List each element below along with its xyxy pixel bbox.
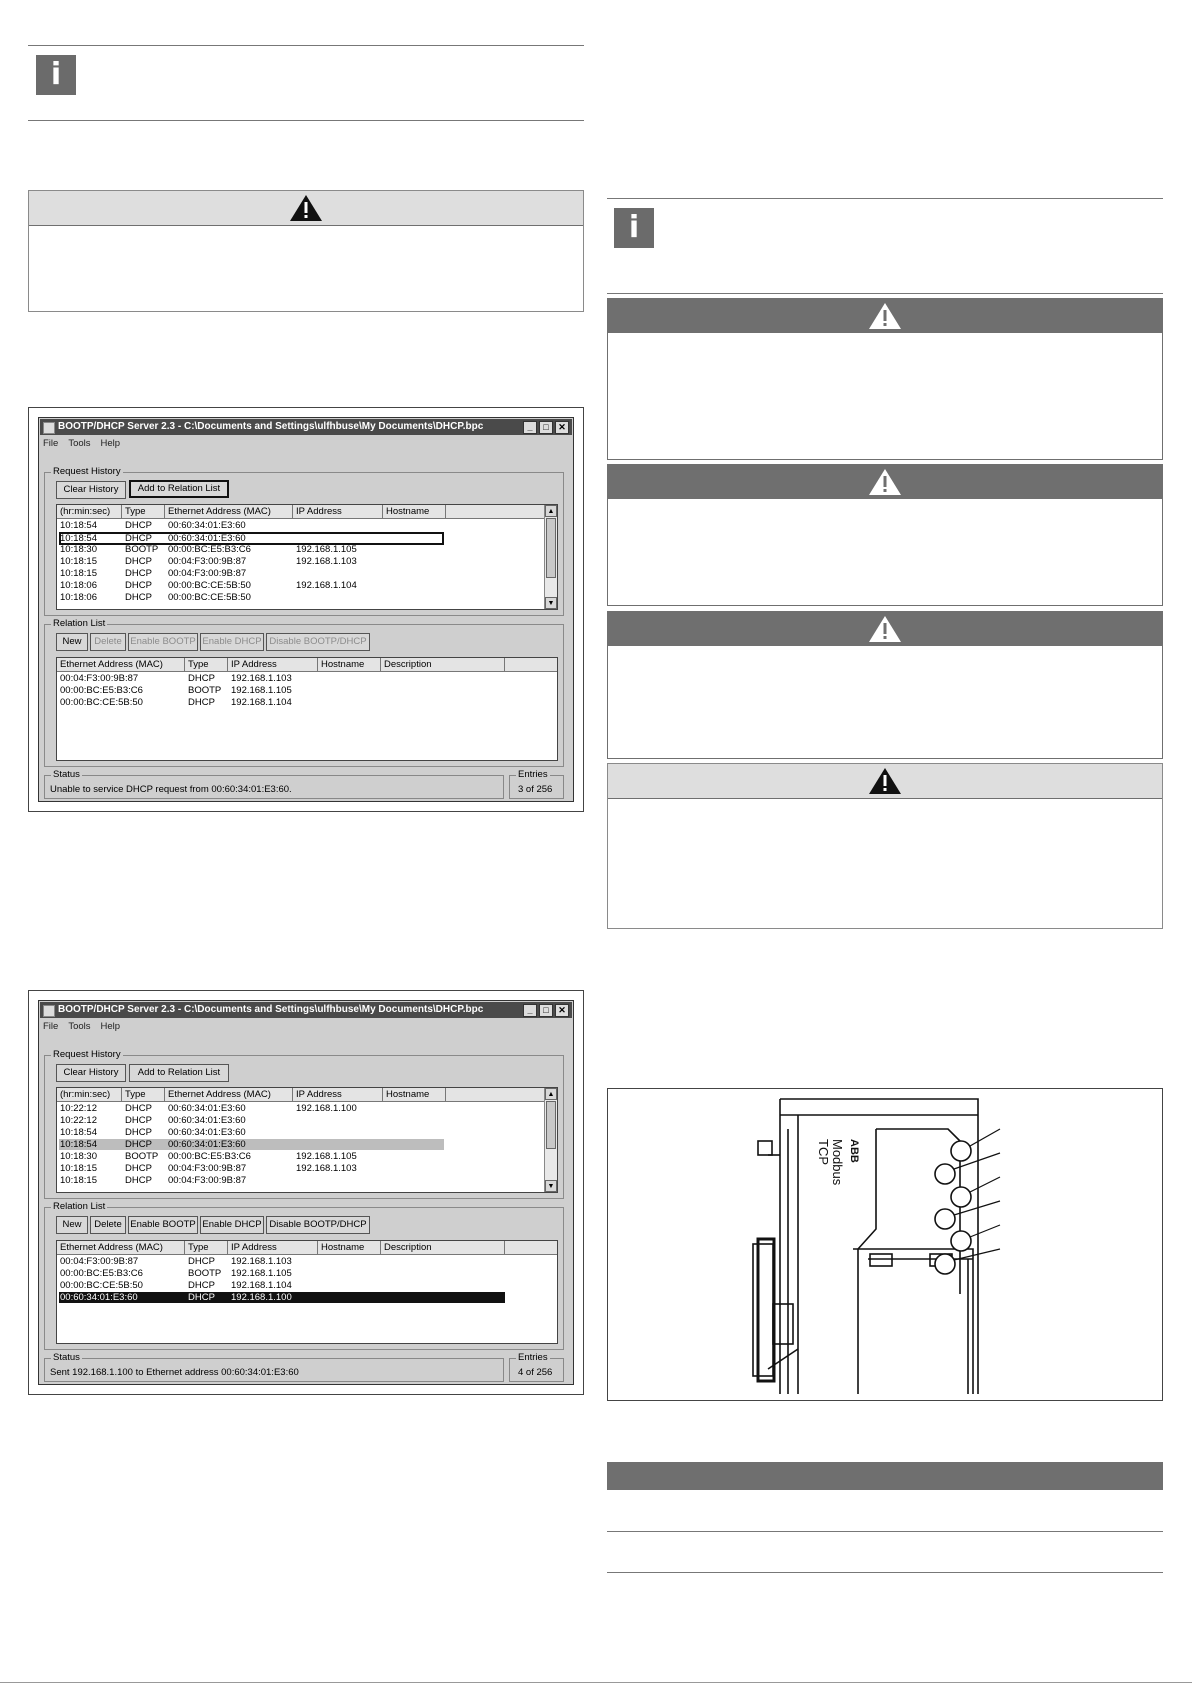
request-history-list[interactable]: (hr:min:sec) Type Ethernet Address (MAC) IP Address Hostname 10:22:12 DHCP 00:60:34:01:E3:60 192.168.1.100 10:22:12 DHCP 00:60:34:01:E3:60 10:18:54 DHCP 00:60:34:01:E3:60 10:18:54 DHCP 00:60:34:01:E3:60 10:18:30 BOOTP 00:00:BC:E5:B3:C6 192.168.1.105 10:18:15 DHCP 00:04:F3:00:9B:87 192.168.1.103 10:18:15 DHCP 00:04:F3:00:9B:87 ▲ ▼: [56, 1087, 558, 1193]
divider-top: [28, 45, 584, 46]
entries-group: [509, 769, 564, 799]
caution-header: [608, 764, 1162, 799]
column-mac[interactable]: Ethernet Address (MAC): [165, 1088, 293, 1101]
info-icon: i: [36, 55, 76, 95]
scroll-up-icon[interactable]: ▲: [545, 1088, 557, 1100]
danger-box-1: [607, 298, 1163, 460]
column-type[interactable]: Type: [185, 1241, 228, 1254]
relation-list-group: [44, 1201, 564, 1350]
close-button[interactable]: ✕: [555, 421, 569, 434]
entries-label: Entries: [518, 769, 548, 780]
column-mac[interactable]: Ethernet Address (MAC): [57, 658, 185, 671]
warning-triangle-icon: [868, 468, 902, 496]
request-history-list[interactable]: (hr:min:sec) Type Ethernet Address (MAC) IP Address Hostname 10:18:54 DHCP 00:60:34:01:E3:60 10:18:54 DHCP 00:60:34:01:E3:60 10:18:30 BOOTP 00:00:BC:E5:B3:C6 192.168.1.105 10:18:15 DHCP 00:04:F3:00:9B:87 192.168.1.103 10:18:15 DHCP 00:04:F3:00:9B:87 10:18:06 DHCP 00:00:BC:CE:5B:50 192.168.1.104 10:18:06 DHCP 00:00:BC:CE:5B:50 ▲ ▼: [56, 504, 558, 610]
relation-list-header: [57, 1241, 557, 1255]
disable-bootp-dhcp-button[interactable]: Disable BOOTP/DHCP: [266, 633, 370, 651]
device-figure: [607, 1088, 1163, 1401]
request-history-label: Request History: [53, 466, 121, 477]
danger-header: [608, 299, 1162, 333]
column-ip[interactable]: IP Address: [293, 1088, 383, 1101]
request-history-group: [44, 466, 564, 616]
menu-bar: [43, 1021, 120, 1032]
caution-header: [29, 191, 583, 226]
minimize-button[interactable]: _: [523, 421, 537, 434]
menu-tools[interactable]: Tools: [68, 438, 91, 449]
table-header-bar: [607, 1462, 1163, 1490]
status-group: [44, 769, 504, 799]
divider: [607, 293, 1163, 294]
app-icon: [43, 1005, 55, 1017]
enable-dhcp-button[interactable]: Enable DHCP: [200, 633, 264, 651]
window-title-text: BOOTP/DHCP Server 2.3 - C:\Documents and Settings\ulfhbuse\My Documents\DHCP.bpc: [58, 421, 484, 432]
disable-bootp-dhcp-button[interactable]: Disable BOOTP/DHCP: [266, 1216, 370, 1234]
status-label: Status: [53, 769, 80, 780]
divider: [607, 198, 1163, 199]
table-row-divider: [607, 1531, 1163, 1532]
delete-button[interactable]: Delete: [90, 1216, 126, 1234]
request-history-scrollbar[interactable]: [544, 505, 557, 609]
relation-list-group: [44, 618, 564, 767]
column-time[interactable]: (hr:min:sec): [57, 1088, 122, 1101]
column-description[interactable]: Description: [381, 658, 505, 671]
table-row-selected[interactable]: 10:18:54 DHCP 00:60:34:01:E3:60: [59, 1139, 444, 1150]
clear-history-button[interactable]: Clear History: [56, 481, 126, 499]
info-icon: i: [614, 208, 654, 248]
brand-logo: ABB: [848, 1139, 860, 1163]
entries-count: 3 of 256: [518, 784, 553, 795]
warning-triangle-icon: [868, 302, 902, 330]
enable-bootp-button[interactable]: Enable BOOTP: [128, 633, 198, 651]
entries-label: Entries: [518, 1352, 548, 1363]
window-title: [40, 419, 572, 435]
column-time[interactable]: (hr:min:sec): [57, 505, 122, 518]
menu-tools[interactable]: Tools: [68, 1021, 91, 1032]
device-label-modbus: Modbus: [830, 1139, 845, 1186]
close-button[interactable]: ✕: [555, 1004, 569, 1017]
device-label-tcp: TCP: [816, 1139, 831, 1165]
window-title: [40, 1002, 572, 1018]
table-row-selected[interactable]: 10:18:54 DHCP 00:60:34:01:E3:60: [59, 532, 444, 545]
column-ip[interactable]: IP Address: [228, 1241, 318, 1254]
scroll-thumb[interactable]: [546, 1101, 556, 1149]
screenshot-dhcp-window-1: [28, 407, 584, 812]
relation-list[interactable]: Ethernet Address (MAC) Type IP Address Hostname Description 00:04:F3:00:9B:87 DHCP 192.168.1.103 00:00:BC:E5:B3:C6 BOOTP 192.168.1.105 00:00:BC:CE:5B:50 DHCP 192.168.1.104: [56, 657, 558, 761]
screenshot-dhcp-window-2: [28, 990, 584, 1395]
column-type[interactable]: Type: [122, 505, 165, 518]
column-ip[interactable]: IP Address: [228, 658, 318, 671]
warning-triangle-icon: [289, 194, 323, 222]
enable-bootp-button[interactable]: Enable BOOTP: [128, 1216, 198, 1234]
warning-triangle-icon: [868, 615, 902, 643]
request-history-header: [57, 505, 557, 519]
scroll-down-icon[interactable]: ▼: [545, 597, 557, 609]
danger-header: [608, 612, 1162, 646]
request-history-label: Request History: [53, 1049, 121, 1060]
danger-box-2: [607, 464, 1163, 606]
danger-header: [608, 465, 1162, 499]
caution-box-1: [28, 190, 584, 312]
table-row-selected[interactable]: 00:60:34:01:E3:60 DHCP 192.168.1.100: [59, 1292, 505, 1303]
column-hostname[interactable]: Hostname: [318, 1241, 381, 1254]
window-title-text: BOOTP/DHCP Server 2.3 - C:\Documents and Settings\ulfhbuse\My Documents\DHCP.bpc: [58, 1004, 484, 1015]
new-button[interactable]: New: [56, 1216, 88, 1234]
column-type[interactable]: Type: [185, 658, 228, 671]
relation-list-label: Relation List: [53, 1201, 106, 1212]
menu-help[interactable]: Help: [100, 1021, 121, 1032]
scroll-up-icon[interactable]: ▲: [545, 505, 557, 517]
dhcp-server-window: [38, 417, 574, 802]
status-group: [44, 1352, 504, 1382]
status-text: Sent 192.168.1.100 to Ethernet address 00:60:34:01:E3:60: [50, 1367, 299, 1378]
page-bottom-line: [0, 1682, 1192, 1683]
entries-count: 4 of 256: [518, 1367, 553, 1378]
column-mac[interactable]: Ethernet Address (MAC): [57, 1241, 185, 1254]
caution-box-2: [607, 763, 1163, 929]
maximize-button[interactable]: □: [539, 421, 553, 434]
request-history-header: [57, 1088, 557, 1102]
column-description[interactable]: Description: [381, 1241, 505, 1254]
clear-history-button[interactable]: Clear History: [56, 1064, 126, 1082]
column-hostname[interactable]: Hostname: [383, 1088, 446, 1101]
relation-list-label: Relation List: [53, 618, 106, 629]
request-history-scrollbar[interactable]: [544, 1088, 557, 1192]
entries-group: [509, 1352, 564, 1382]
relation-list-header: [57, 658, 557, 672]
app-icon: [43, 422, 55, 434]
menu-file[interactable]: File: [43, 1021, 59, 1032]
maximize-button[interactable]: □: [539, 1004, 553, 1017]
warning-triangle-icon: [868, 767, 902, 795]
danger-box-3: [607, 611, 1163, 759]
dhcp-server-window: [38, 1000, 574, 1385]
column-mac[interactable]: Ethernet Address (MAC): [165, 505, 293, 518]
column-hostname[interactable]: Hostname: [318, 658, 381, 671]
new-button[interactable]: New: [56, 633, 88, 651]
status-text: Unable to service DHCP request from 00:60:34:01:E3:60.: [50, 784, 292, 795]
device-drawing: [608, 1089, 1162, 1400]
status-label: Status: [53, 1352, 80, 1363]
scroll-down-icon[interactable]: ▼: [545, 1180, 557, 1192]
menu-bar: [43, 438, 120, 449]
scroll-thumb[interactable]: [546, 518, 556, 578]
minimize-button[interactable]: _: [523, 1004, 537, 1017]
column-ip[interactable]: IP Address: [293, 505, 383, 518]
menu-help[interactable]: Help: [100, 438, 121, 449]
menu-file[interactable]: File: [43, 438, 59, 449]
column-hostname[interactable]: Hostname: [383, 505, 446, 518]
column-type[interactable]: Type: [122, 1088, 165, 1101]
request-history-group: [44, 1049, 564, 1199]
enable-dhcp-button[interactable]: Enable DHCP: [200, 1216, 264, 1234]
table-row-divider: [607, 1572, 1163, 1573]
add-to-relation-list-button[interactable]: Add to Relation List: [129, 1064, 229, 1082]
add-to-relation-list-button[interactable]: Add to Relation List: [129, 480, 229, 498]
relation-list[interactable]: Ethernet Address (MAC) Type IP Address Hostname Description 00:04:F3:00:9B:87 DHCP 192.168.1.103 00:00:BC:E5:B3:C6 BOOTP 192.168.1.105 00:00:BC:CE:5B:50 DHCP 192.168.1.104 00:60:34:01:E3:60 DHCP 192.168.1.100: [56, 1240, 558, 1344]
delete-button[interactable]: Delete: [90, 633, 126, 651]
divider: [28, 120, 584, 121]
